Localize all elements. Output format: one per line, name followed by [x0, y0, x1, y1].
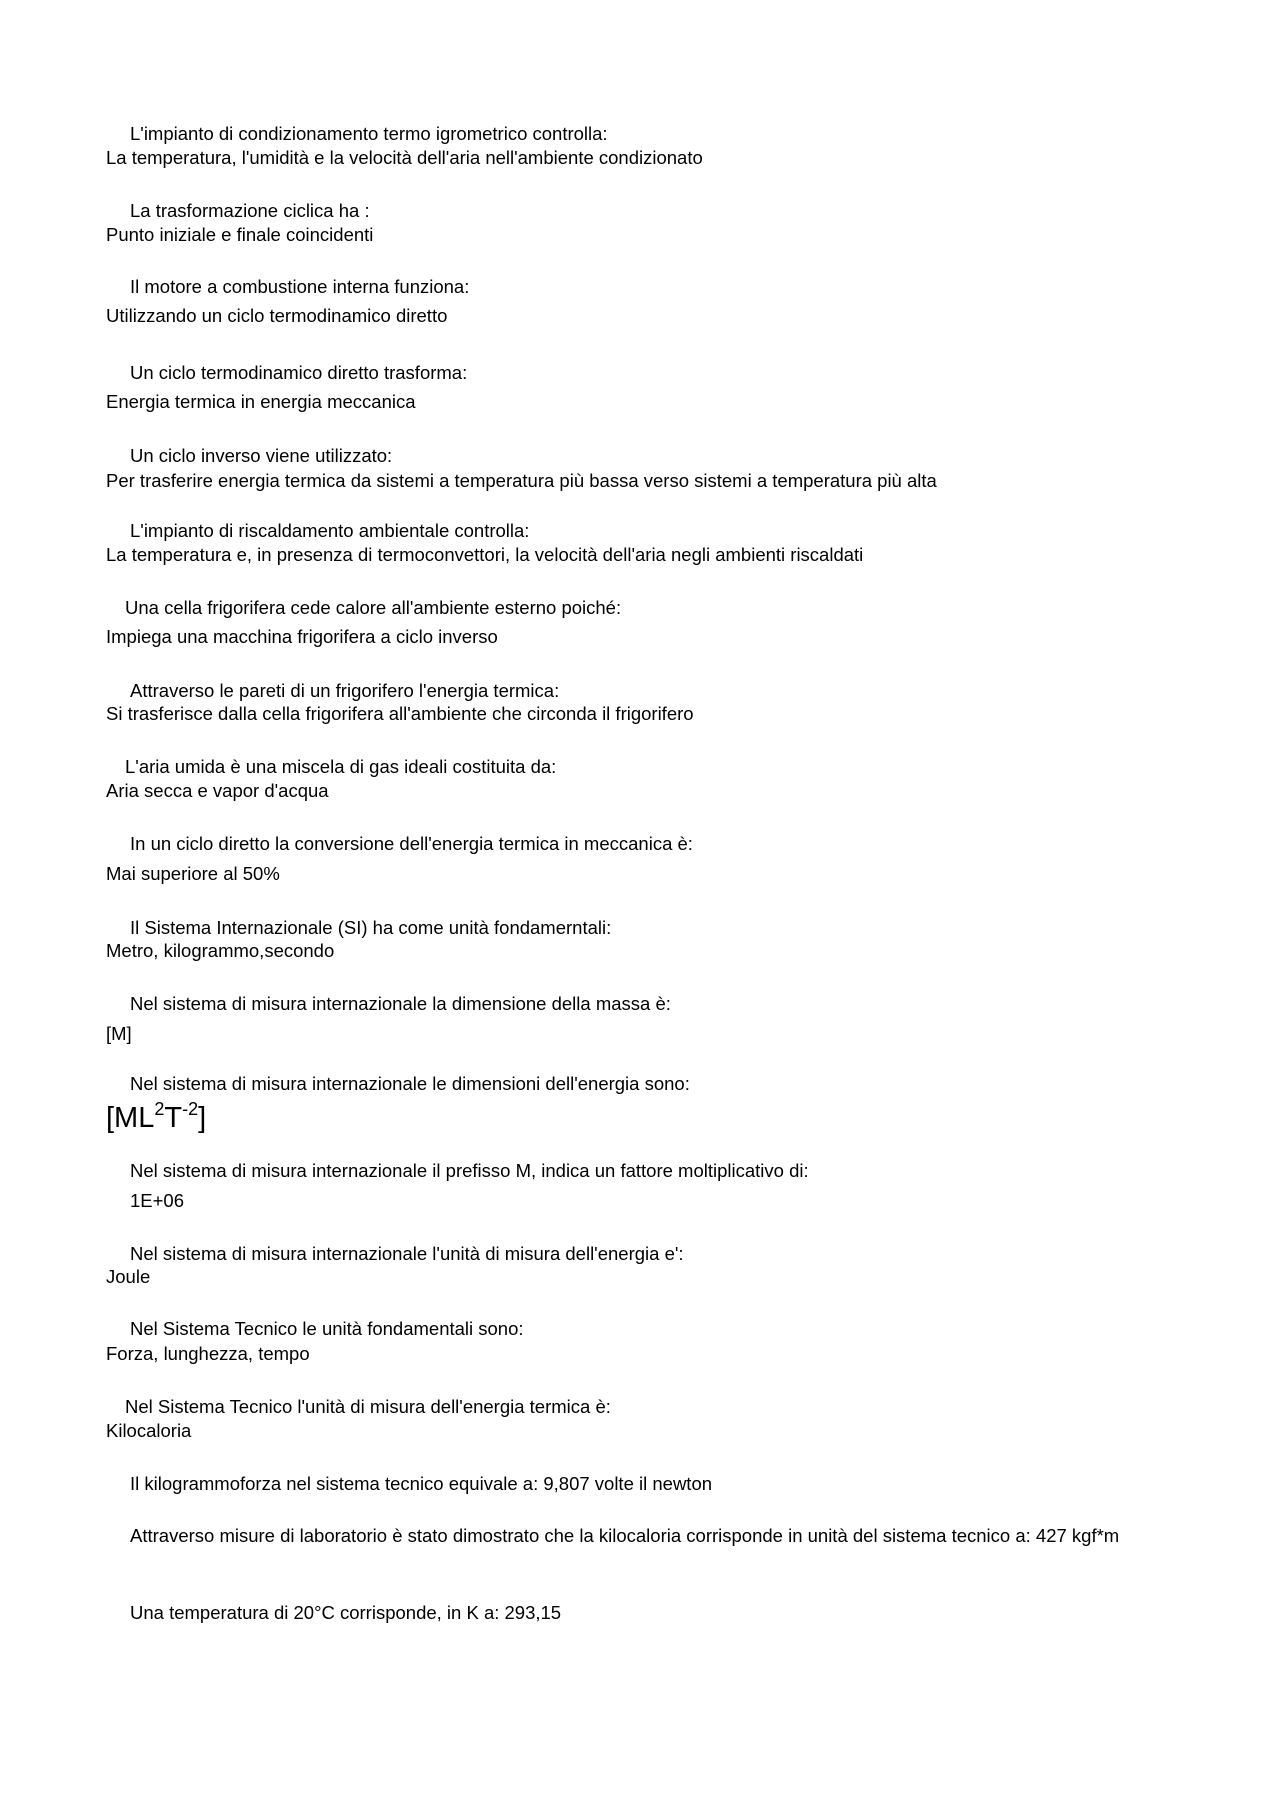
question-7: Una cella frigorifera cede calore all'ambiente esterno poiché:: [125, 597, 622, 618]
answer-8: Si trasferisce dalla cella frigorifera all'ambiente che circonda il frigorifero: [106, 703, 694, 724]
question-2: La trasformazione ciclica ha :: [130, 200, 370, 221]
question-9: L'aria umida è una miscela di gas ideali costituita da:: [125, 756, 557, 777]
question-20: Una temperatura di 20°C corrisponde, in K a: 293,15: [130, 1602, 562, 1623]
answer-14: 1E+06: [130, 1190, 185, 1211]
question-15: Nel sistema di misura internazionale l'unità di misura dell'energia e':: [130, 1243, 684, 1264]
answer-4: Energia termica in energia meccanica: [106, 391, 416, 412]
answer-11: Metro, kilogrammo,secondo: [106, 940, 335, 961]
dim-exp-time: -2: [182, 1099, 199, 1119]
question-5: Un ciclo inverso viene utilizzato:: [130, 445, 393, 466]
answer-16: Forza, lunghezza, tempo: [106, 1343, 310, 1364]
answer-6: La temperatura e, in presenza di termoconvettori, la velocità dell'aria negli ambienti riscaldati: [106, 544, 864, 565]
answer-17: Kilocaloria: [106, 1420, 192, 1441]
question-8: Attraverso le pareti di un frigorifero l'energia termica:: [130, 680, 560, 701]
answer-12: [M]: [106, 1023, 132, 1044]
answer-5: Per trasferire energia termica da sistemi a temperatura più bassa verso sistemi a temperatura più alta: [106, 470, 937, 491]
dim-close: ]: [198, 1102, 207, 1134]
answer-7: Impiega una macchina frigorifera a ciclo inverso: [106, 626, 498, 647]
question-13: Nel sistema di misura internazionale le dimensioni dell'energia sono:: [130, 1073, 690, 1094]
question-18: Il kilogrammoforza nel sistema tecnico equivale a: 9,807 volte il newton: [130, 1473, 713, 1494]
question-12: Nel sistema di misura internazionale la dimensione della massa è:: [130, 993, 671, 1014]
question-4: Un ciclo termodinamico diretto trasforma:: [130, 362, 468, 383]
answer-2: Punto iniziale e finale coincidenti: [106, 224, 374, 245]
question-6: L'impianto di riscaldamento ambientale controlla:: [130, 520, 530, 541]
dim-time: T: [164, 1102, 183, 1134]
dim-open: [ML: [106, 1102, 155, 1134]
answer-15: Joule: [106, 1266, 151, 1287]
question-3: Il motore a combustione interna funziona:: [130, 276, 470, 297]
question-1: L'impianto di condizionamento termo igrometrico controlla:: [130, 123, 608, 144]
question-14: Nel sistema di misura internazionale il prefisso M, indica un fattore moltiplicativo di:: [130, 1160, 809, 1181]
answer-1: La temperatura, l'umidità e la velocità dell'aria nell'ambiente condizionato: [106, 147, 703, 168]
question-19: Attraverso misure di laboratorio è stato dimostrato che la kilocaloria corrisponde in unità del sistema tecnico a: 427 kgf*m: [130, 1525, 1120, 1546]
answer-9: Aria secca e vapor d'acqua: [106, 780, 329, 801]
question-17: Nel Sistema Tecnico l'unità di misura dell'energia termica è:: [125, 1396, 611, 1417]
question-16: Nel Sistema Tecnico le unità fondamentali sono:: [130, 1318, 524, 1339]
dim-exp-length: 2: [154, 1099, 165, 1119]
answer-3: Utilizzando un ciclo termodinamico diretto: [106, 305, 448, 326]
question-10: In un ciclo diretto la conversione dell'energia termica in meccanica è:: [130, 833, 693, 854]
question-11: Il Sistema Internazionale (SI) ha come unità fondamerntali:: [130, 917, 612, 938]
answer-10: Mai superiore al 50%: [106, 863, 280, 884]
answer-13-energy-dimensions: [106, 1101, 206, 1135]
